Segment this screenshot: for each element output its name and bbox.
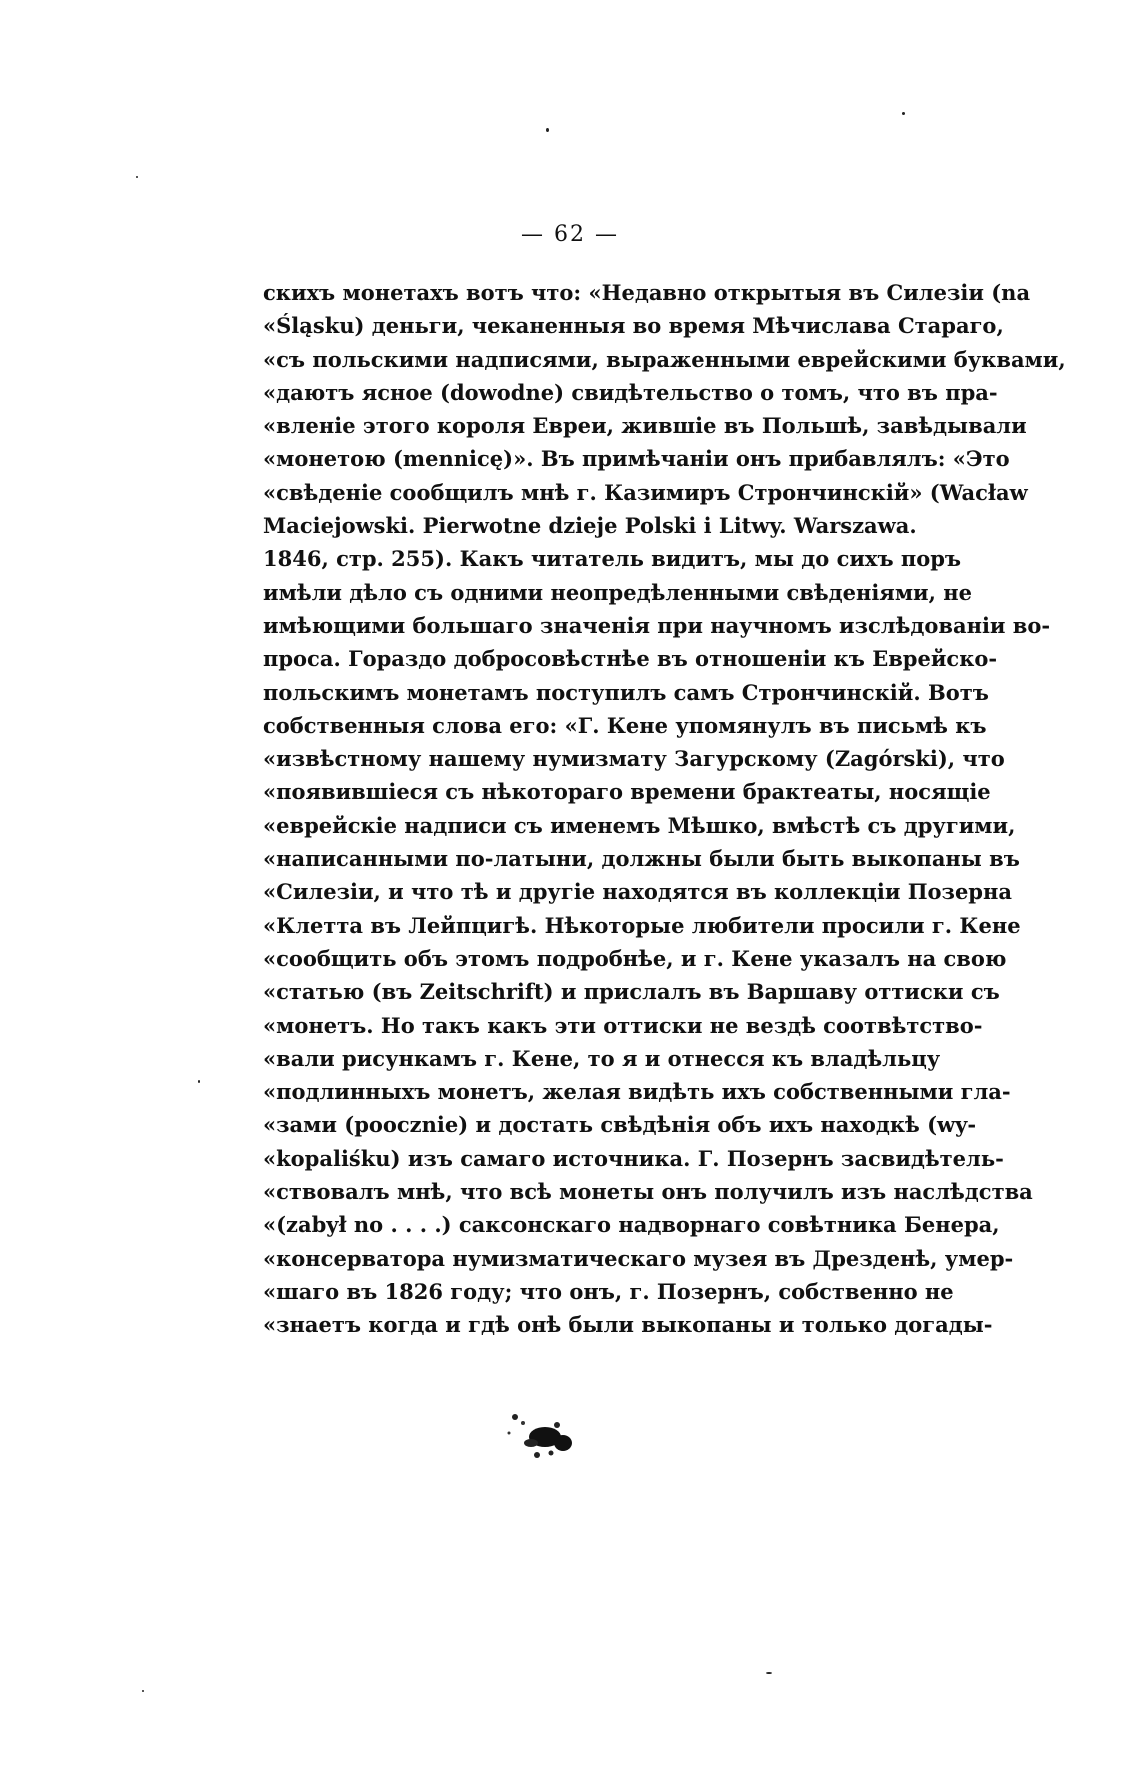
scan-speck: [546, 128, 549, 132]
text-line: «свѣденіе сообщилъ мнѣ г. Казимиръ Стрончинскій» (Wacław: [263, 479, 1028, 505]
text-line: «монетою (mennicę)». Въ примѣчаніи онъ прибавлялъ: «Это: [263, 446, 1010, 472]
text-line: «kopaliśku) изъ самаго источника. Г. Позернъ засвидѣтель-: [263, 1145, 1004, 1171]
text-line: «зами (pооcznie) и достать свѣдѣнія объ ихъ находкѣ (wy-: [263, 1112, 977, 1138]
body-text: [263, 276, 1066, 1342]
text-line: «сообщить объ этомъ подробнѣе, и г. Кене указалъ на свою: [263, 945, 1007, 971]
text-line: скихъ монетахъ вотъ что: «Недавно открытыя въ Силезіи (na: [263, 280, 1031, 305]
text-line: «вленіе этого короля Евреи, жившіе въ Польшѣ, завѣдывали: [263, 413, 1027, 439]
text-line: «монетъ. Но такъ какъ эти оттиски не вездѣ соотвѣтство-: [263, 1012, 983, 1038]
text-line: «извѣстному нашему нумизмату Загурскому (Zagórski), что: [263, 746, 1005, 772]
text-line: Maciejowski. Pierwotne dzieje Polski i Litwy. Warszawa.: [263, 513, 917, 539]
text-line: «статью (въ Zeitschrift) и прислалъ въ Варшаву оттиски съ: [263, 979, 1000, 1005]
scan-speck: [136, 176, 138, 178]
text-line: «Клетта въ Лейпцигѣ. Нѣкоторые любители просили г. Кене: [263, 912, 1021, 938]
text-line: «(zabył no . . . .) саксонскаго надворнаго совѣтника Бенера,: [263, 1212, 1000, 1238]
text-line: «вали рисункамъ г. Кене, то я и отнесся къ владѣльцу: [263, 1045, 941, 1071]
scan-speck: [902, 112, 905, 115]
text-line: 1846, стр. 255). Какъ читатель видитъ, мы до сихъ поръ: [263, 546, 962, 572]
text-line: «появившіеся съ нѣкотораго времени брактеаты, носящіе: [263, 779, 991, 805]
text-line: «ствовалъ мнѣ, что всѣ монеты онъ получилъ изъ наслѣдства: [263, 1179, 1033, 1205]
text-line: имѣющими большаго значенія при научномъ изслѣдованіи во-: [263, 612, 1051, 638]
text-line: польскимъ монетамъ поступилъ самъ Стрончинскій. Вотъ: [263, 679, 989, 705]
text-line: «шаго въ 1826 году; что онъ, г. Позернъ, собственно не: [263, 1278, 954, 1304]
scan-speck: [142, 1690, 144, 1692]
text-line: «подлинныхъ монетъ, желая видѣть ихъ собственными гла-: [263, 1079, 1011, 1105]
text-line: «даютъ ясное (dowodne) свидѣтельство о томъ, что въ пра-: [263, 379, 998, 405]
text-line: «консерватора нумизматическаго музея въ Дрезденѣ, умер-: [263, 1245, 1014, 1271]
text-line: «съ польскими надписями, выраженными еврейскими буквами,: [263, 346, 1066, 372]
text-line: «еврейскіе надписи съ именемъ Мѣшко, вмѣстѣ съ другими,: [263, 812, 1016, 838]
ink-blot-ornament-icon: [497, 1403, 587, 1463]
page-number: — 62 —: [521, 222, 619, 247]
text-line: имѣли дѣло съ одними неопредѣленными свѣденіями, не: [263, 579, 972, 605]
text-line: «Śląsku) деньги, чеканенныя во время Мѣчислава Стараго,: [263, 313, 1004, 339]
scan-speck: [766, 1672, 772, 1674]
text-line: «написанными по-латыни, должны были быть выкопаны въ: [263, 846, 1020, 872]
text-line: «Силезіи, и что тѣ и другіе находятся въ коллекціи Позерна: [263, 879, 1012, 905]
text-line: проса. Гораздо добросовѣстнѣе въ отношеніи къ Еврейско-: [263, 646, 998, 672]
text-line: «знаетъ когда и гдѣ онѣ были выкопаны и только догады-: [263, 1312, 993, 1338]
text-line: собственныя слова его: «Г. Кене упомянулъ въ письмѣ къ: [263, 712, 987, 738]
scan-speck: [198, 1080, 200, 1083]
